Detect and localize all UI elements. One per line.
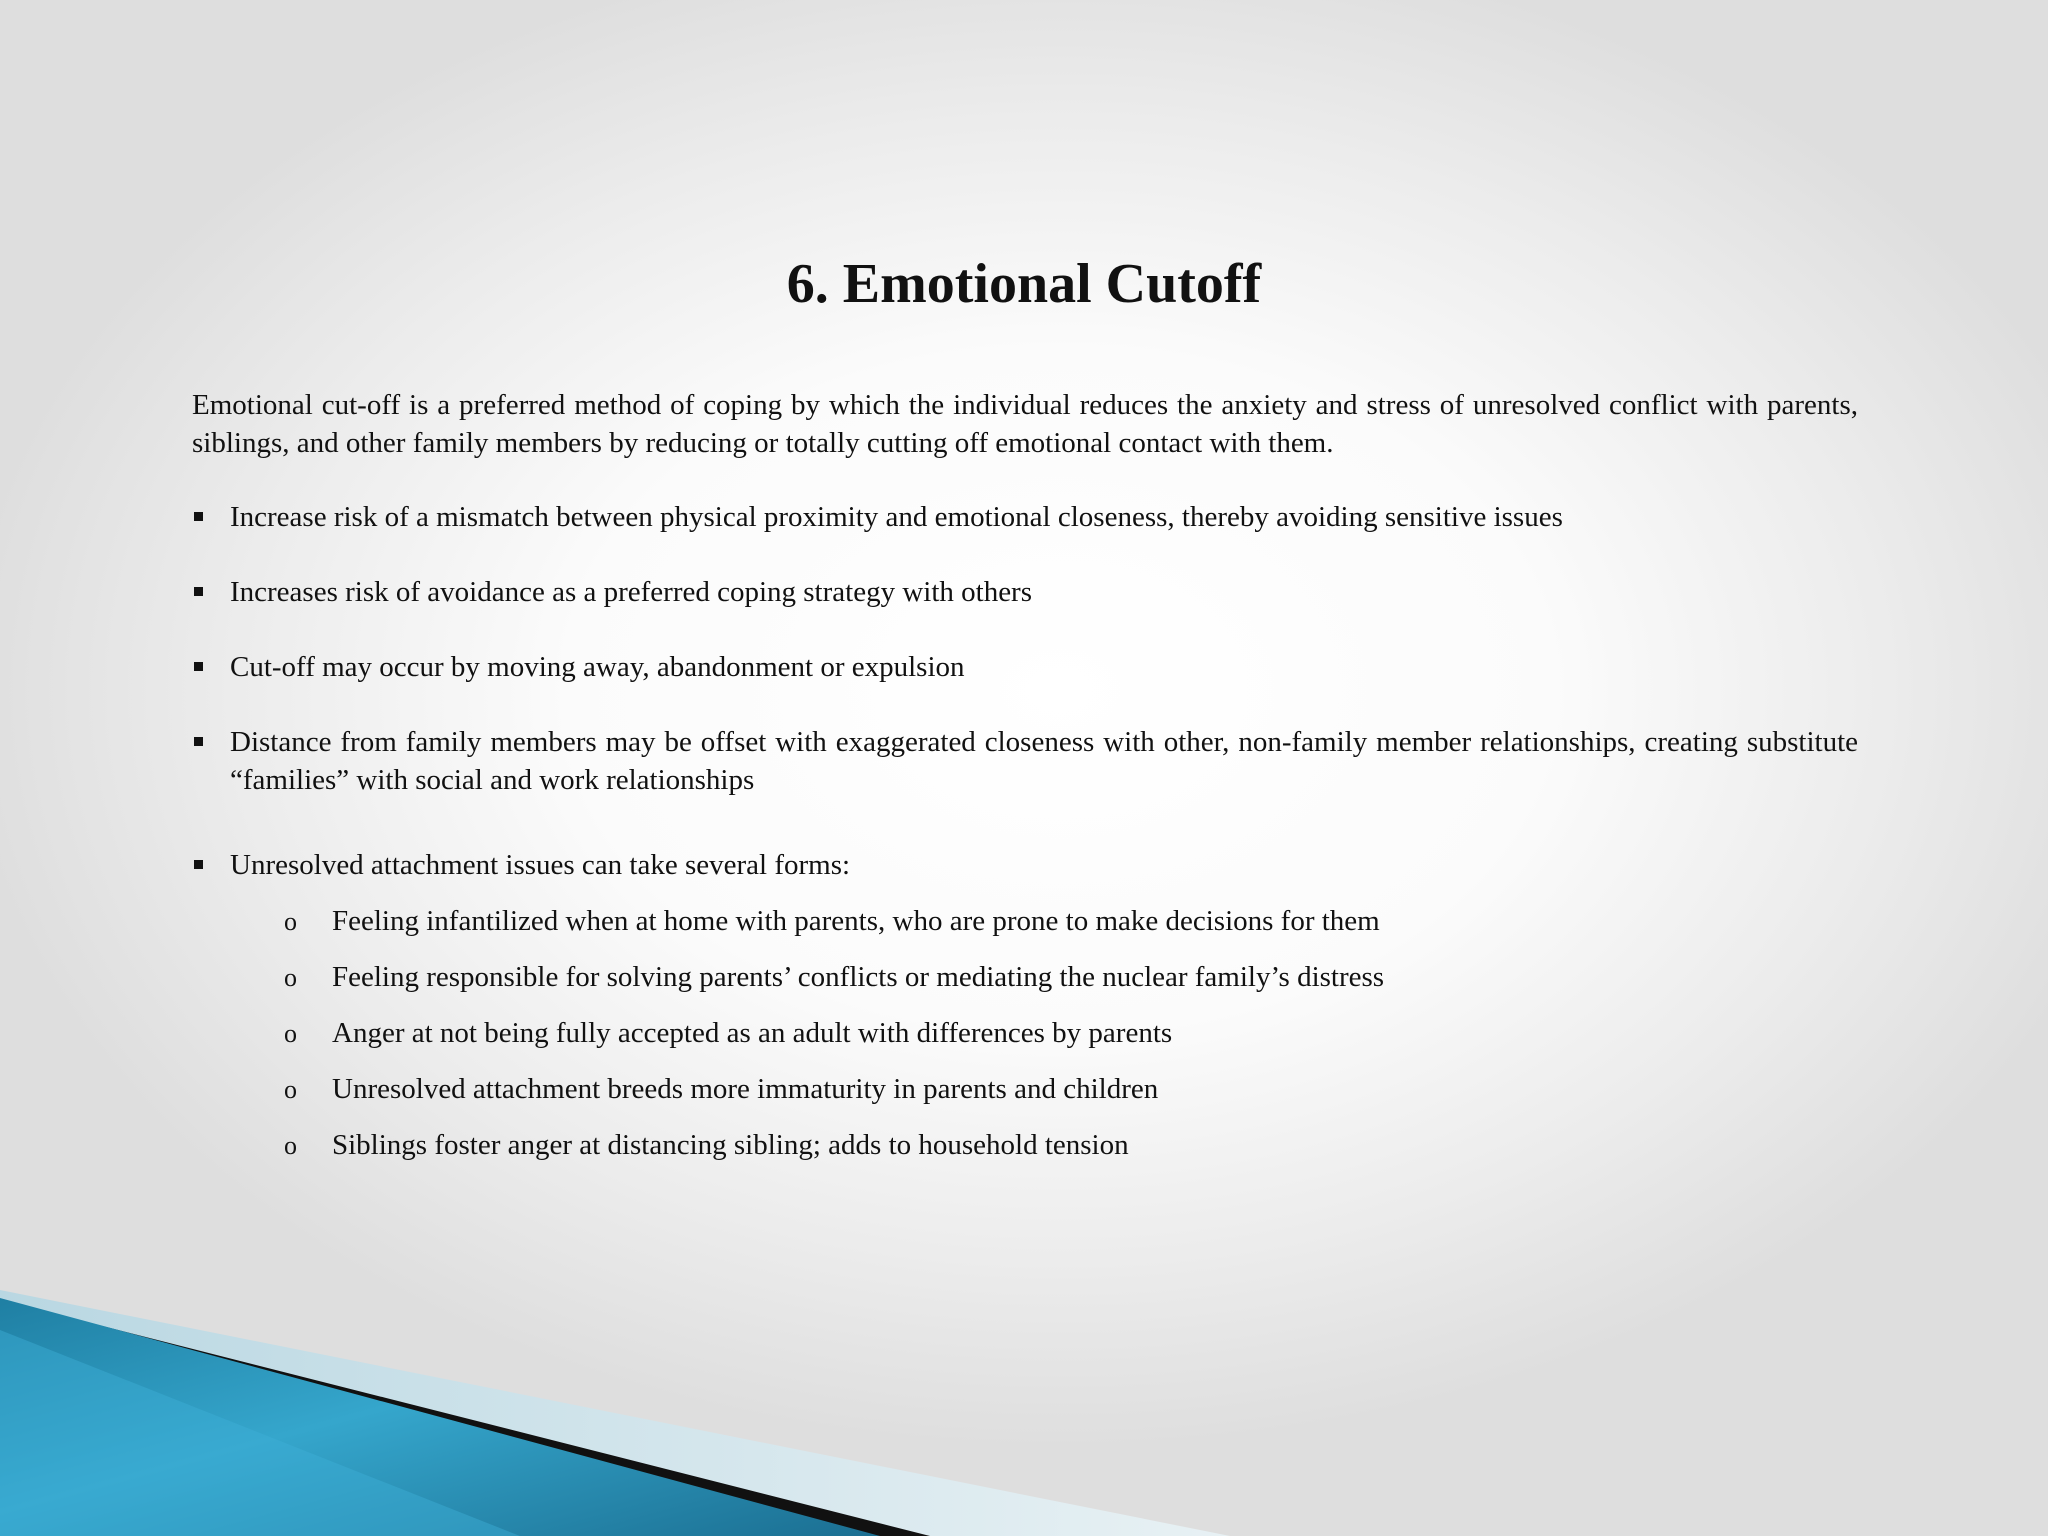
sub-bullet-item xyxy=(230,902,1858,940)
sub-bullet-text: Feeling responsible for solving parents’ conflicts or mediating the nuclear family’s distress xyxy=(332,961,1385,993)
blue-wedge-highlight xyxy=(0,1330,520,1536)
bullet-item xyxy=(192,846,1858,1164)
sub-bullet-list xyxy=(230,902,1858,1164)
bullet-text: Increases risk of avoidance as a preferred coping strategy with others xyxy=(230,576,1033,608)
square-bullet-icon xyxy=(194,860,203,869)
circle-bullet-icon: o xyxy=(284,1075,297,1104)
bullet-text: Increase risk of a mismatch between physical proximity and emotional closeness, thereby avoiding sensitive issues xyxy=(230,501,1563,533)
bullet-text: Distance from family members may be offset with exaggerated closeness with other, non-family member relationships, creating substitute “families” with social and work relationships xyxy=(230,726,1858,796)
intro-paragraph: Emotional cut-off is a preferred method of coping by which the individual reduces the anxiety and stress of unresolved conflict with parents, siblings, and other family members by reducing or totally cutting off emotional contact with them. xyxy=(192,389,1858,459)
square-bullet-icon xyxy=(194,662,203,671)
sub-bullet-item xyxy=(230,1070,1858,1108)
light-blue-wedge xyxy=(0,1290,1230,1536)
blue-wedge xyxy=(0,1298,880,1536)
sub-bullet-text: Feeling infantilized when at home with parents, who are prone to make decisions for them xyxy=(332,905,1380,937)
slide-title: 6. Emotional Cutoff xyxy=(786,253,1262,315)
square-bullet-icon xyxy=(194,512,203,521)
square-bullet-icon xyxy=(194,737,203,746)
circle-bullet-icon: o xyxy=(284,907,297,936)
dark-stripe xyxy=(0,1300,930,1536)
sub-bullet-text: Anger at not being fully accepted as an adult with differences by parents xyxy=(332,1017,1173,1049)
sub-bullet-text: Unresolved attachment breeds more immaturity in parents and children xyxy=(332,1073,1159,1105)
square-bullet-icon xyxy=(194,587,203,596)
bullet-item xyxy=(192,648,1858,686)
bullet-text: Unresolved attachment issues can take several forms: xyxy=(230,849,851,881)
sub-bullet-text: Siblings foster anger at distancing sibling; adds to household tension xyxy=(332,1129,1129,1161)
bullet-item xyxy=(192,723,1858,799)
bullet-text: Cut-off may occur by moving away, abandonment or expulsion xyxy=(230,651,965,683)
sub-bullet-item xyxy=(230,1014,1858,1052)
circle-bullet-icon: o xyxy=(284,1131,297,1160)
sub-bullet-item xyxy=(230,1126,1858,1164)
sub-bullet-item xyxy=(230,958,1858,996)
bullet-list xyxy=(192,498,1858,1182)
bullet-item xyxy=(192,573,1858,611)
circle-bullet-icon: o xyxy=(284,1019,297,1048)
circle-bullet-icon: o xyxy=(284,963,297,992)
bullet-item xyxy=(192,498,1858,536)
